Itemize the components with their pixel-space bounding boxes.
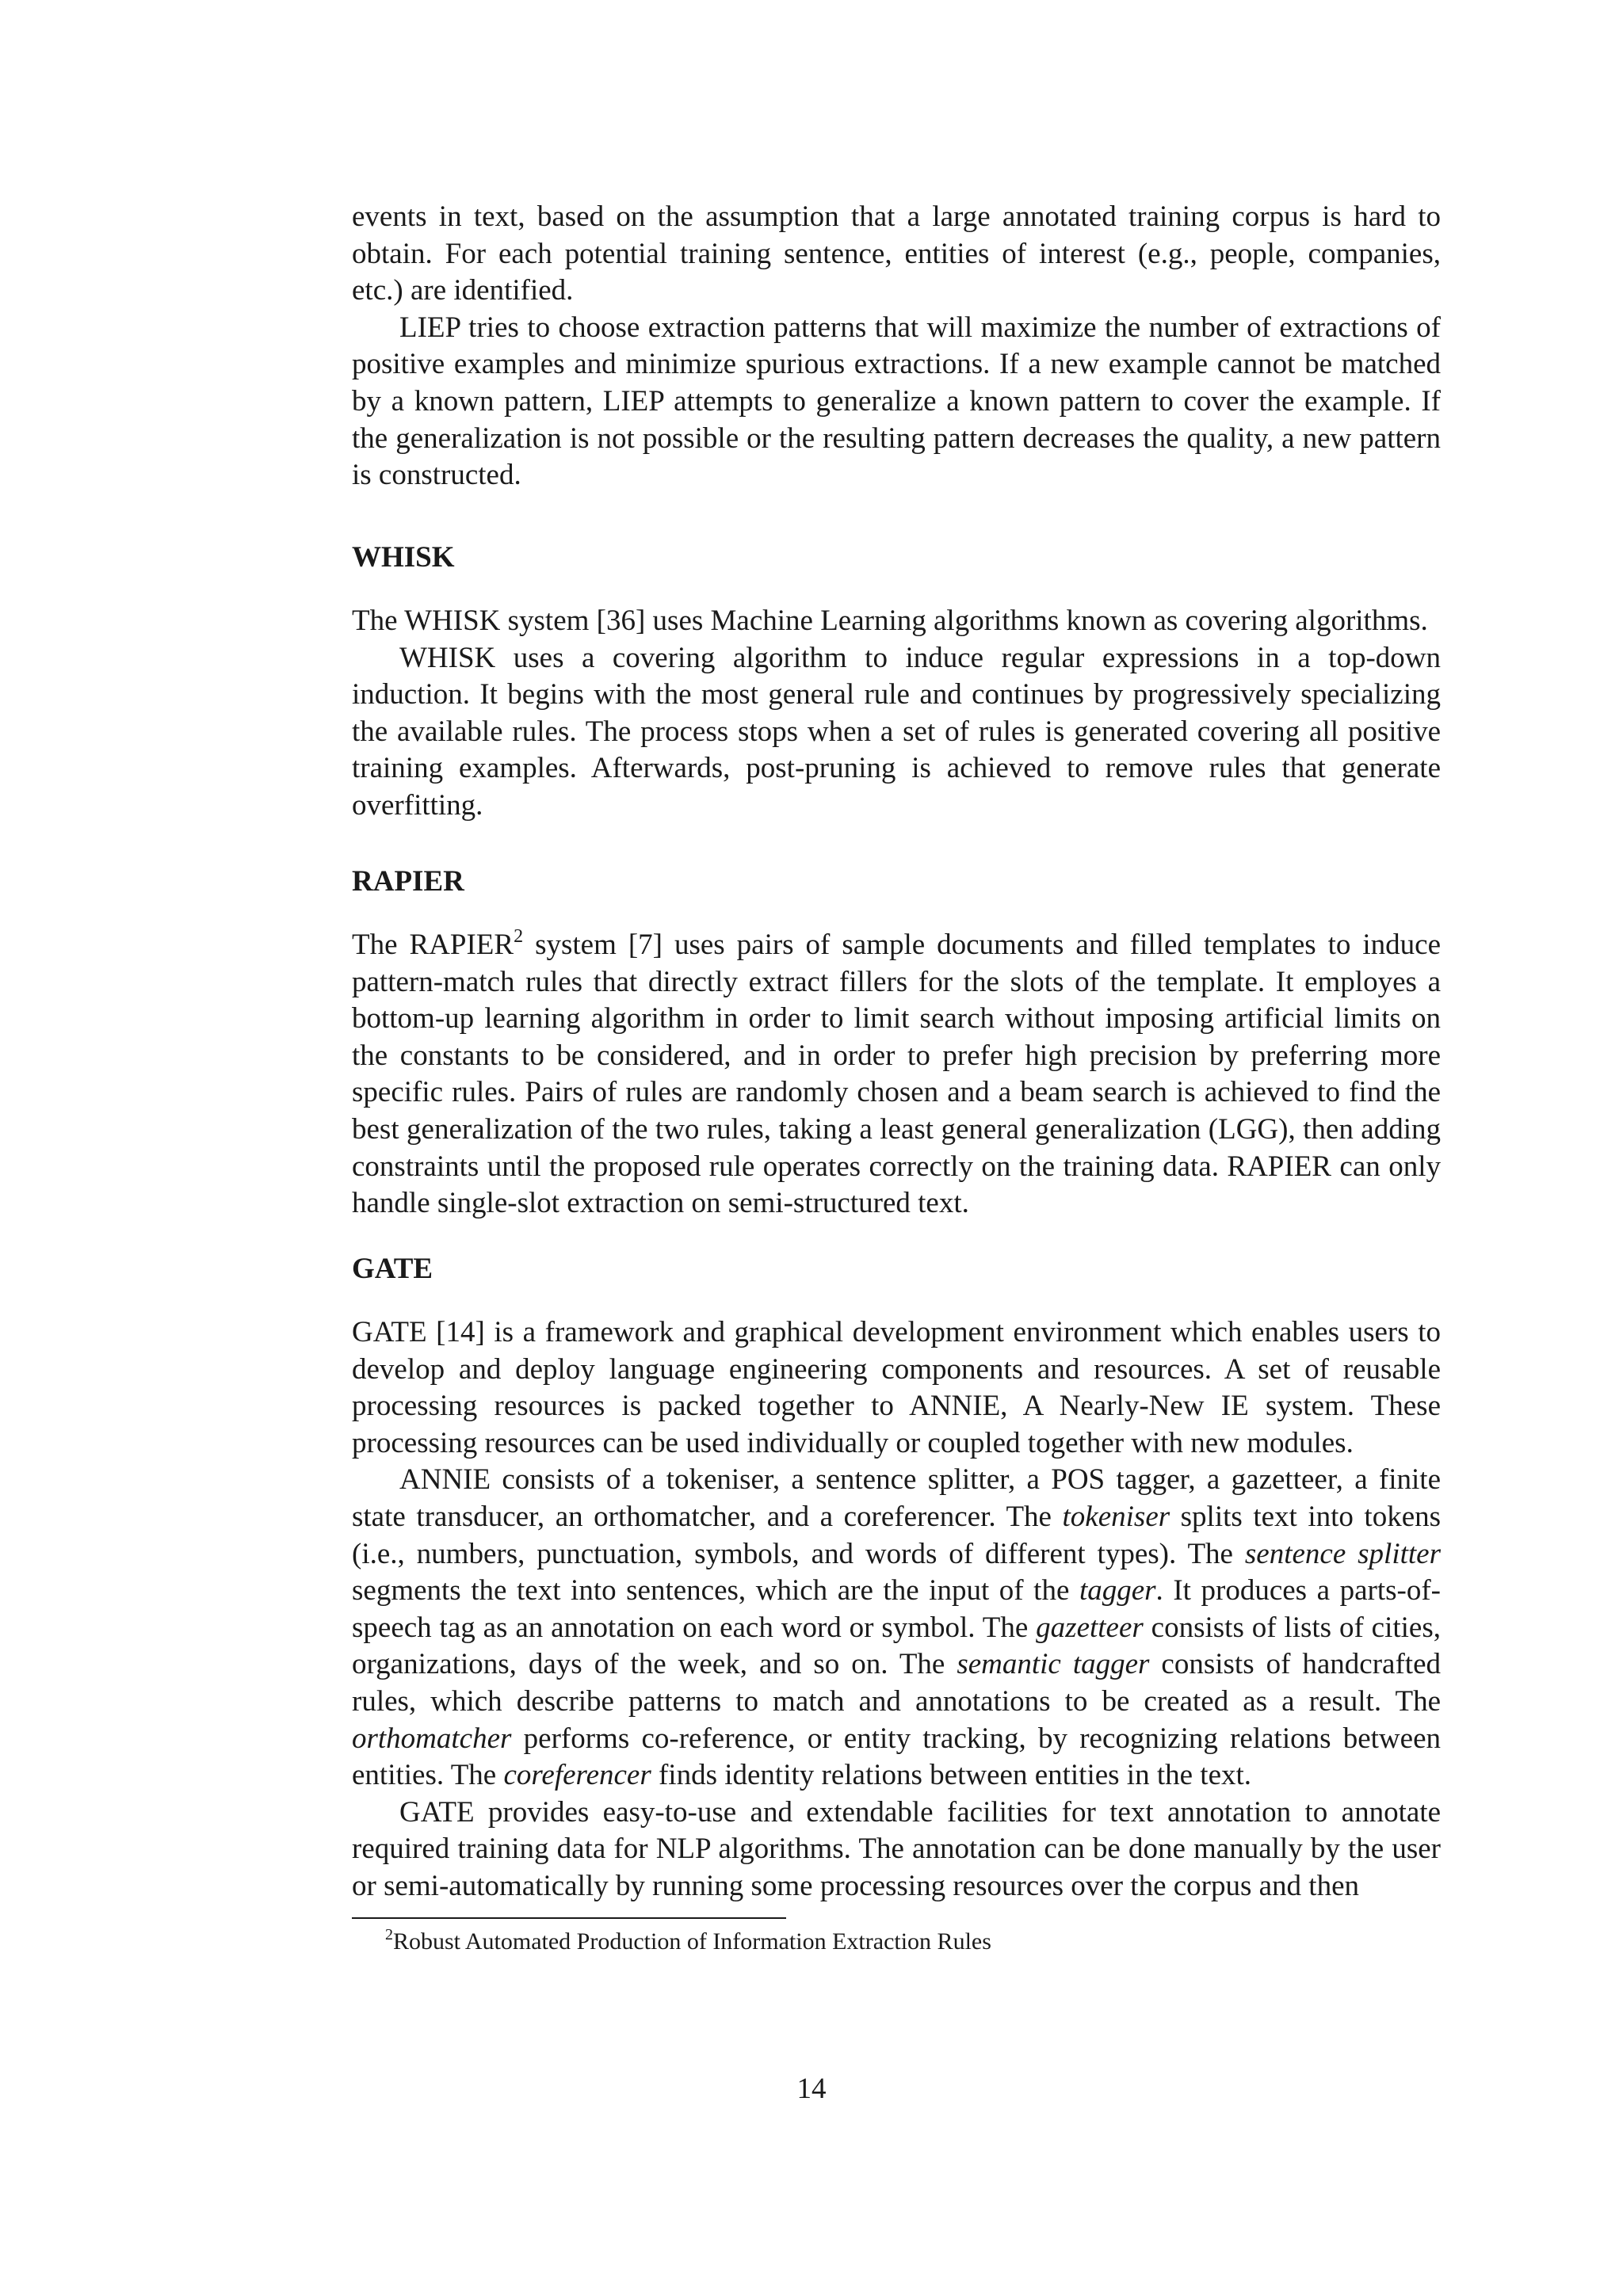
liep-paragraph-1: events in text, based on the assumption that a large annotated training corpus is hard to obtain. For each potential training sentence, entities of interest (e.g., people, companies, etc.) are identified. <box>352 200 1441 307</box>
whisk-heading: WHISK <box>352 541 455 574</box>
gate-paragraph-1: GATE [14] is a framework and graphical development environment which enables users to develop and deploy language engineering components and resources. A set of reusable processing resources is packed together to ANNIE, A Nearly-New IE system. These processing resources can be used individually or coupled together with new modules. <box>352 1316 1441 1459</box>
gate-heading: GATE <box>352 1253 433 1285</box>
footnote-text: Robust Automated Production of Information Extraction Rules <box>393 1928 991 1955</box>
gate-p2-text: consists of handcrafted rules, which describe patterns to match and annotations to be created as a result. The <box>352 1648 1441 1718</box>
gate-p2-text: finds identity relations between entities in the text. <box>651 1759 1252 1792</box>
term-tagger: tagger <box>1079 1574 1156 1608</box>
gate-p2-text: consists of lists of cities, organizations, days of the week, and so on. The <box>352 1611 1441 1681</box>
gate-p2-text: segments the text into sentences, which are the input of the <box>352 1574 1079 1608</box>
footnote-rule <box>352 1917 786 1919</box>
gate-p2-text: splits text into tokens (i.e., numbers, punctuation, symbols, and words of different types). The <box>352 1500 1442 1570</box>
whisk-paragraph-2: WHISK uses a covering algorithm to induce regular expressions in a top-down induction. It begins with the most general rule and continues by progressively specializing the available rules. The process stops when a set of rules is generated covering all positive training examples. Afterwards, post-pruning is achieved to remove rules that generate overfitting. <box>352 641 1441 822</box>
rapier-lead: The RAPIER <box>352 929 514 961</box>
term-coreferencer: coreferencer <box>503 1759 651 1792</box>
whisk-section <box>352 603 1441 825</box>
term-gazetteer: gazetteer <box>1036 1611 1144 1644</box>
gate-paragraph-2 <box>352 1462 1441 1794</box>
rapier-section <box>352 927 1441 1222</box>
gate-p2-text: ANNIE consists of a tokeniser, a sentence splitter, a POS tagger, a gazetteer, a finite state transducer, an orthomatcher, and a coreferencer. The <box>352 1463 1441 1533</box>
liep-section <box>352 199 1441 494</box>
term-orthomatcher: orthomatcher <box>352 1722 512 1755</box>
gate-section <box>352 1314 1441 1905</box>
gate-paragraph-3: GATE provides easy-to-use and extendable facilities for text annotation to annotate required training data for NLP algorithms. The annotation can be done manually by the user or semi-automatically by running some processing resources over the corpus and then <box>352 1795 1441 1902</box>
rapier-paragraph-1 <box>352 927 1441 1222</box>
term-tokeniser: tokeniser <box>1062 1500 1170 1533</box>
rapier-rest: system [7] uses pairs of sample documents and filled templates to induce pattern-match rules that directly extract fillers for the slots of the template. It employes a bottom-up learning algorithm in order to limit search without imposing artificial limits on the constants to be considered, and in order to prefer high precision by preferring more specific rules. Pairs of rules are randomly chosen and a beam search is achieved to find the best generalization of the two rules, taking a least general generalization (LGG), then adding constraints until the proposed rule operates correctly on the training data. RAPIER can only handle single-slot extraction on semi-structured text. <box>352 929 1442 1220</box>
term-sentence-splitter: sentence splitter <box>1244 1537 1441 1570</box>
term-semantic-tagger: semantic tagger <box>957 1648 1150 1681</box>
gate-p2-text: . It produces a parts-of-speech tag as an annotation on each word or symbol. The <box>352 1574 1441 1644</box>
whisk-paragraph-1: The WHISK system [36] uses Machine Learning algorithms known as covering algorithms. <box>352 605 1428 637</box>
liep-paragraph-2: LIEP tries to choose extraction patterns that will maximize the number of extractions of positive examples and minimize spurious extractions. If a new example cannot be matched by a known pattern, LIEP attempts to generalize a known pattern to cover the example. If the generalization is not possible or the resulting pattern decreases the quality, a new pattern is constructed. <box>352 311 1441 492</box>
footnote-mark: 2 <box>385 1926 393 1943</box>
rapier-heading: RAPIER <box>352 865 464 898</box>
footnote-ref-2: 2 <box>514 926 524 947</box>
page-number: 14 <box>796 2073 827 2105</box>
footnote-2 <box>385 1927 991 1957</box>
gate-p2-text: performs co-reference, or entity tracking, by recognizing relations between entities. The <box>352 1722 1441 1792</box>
